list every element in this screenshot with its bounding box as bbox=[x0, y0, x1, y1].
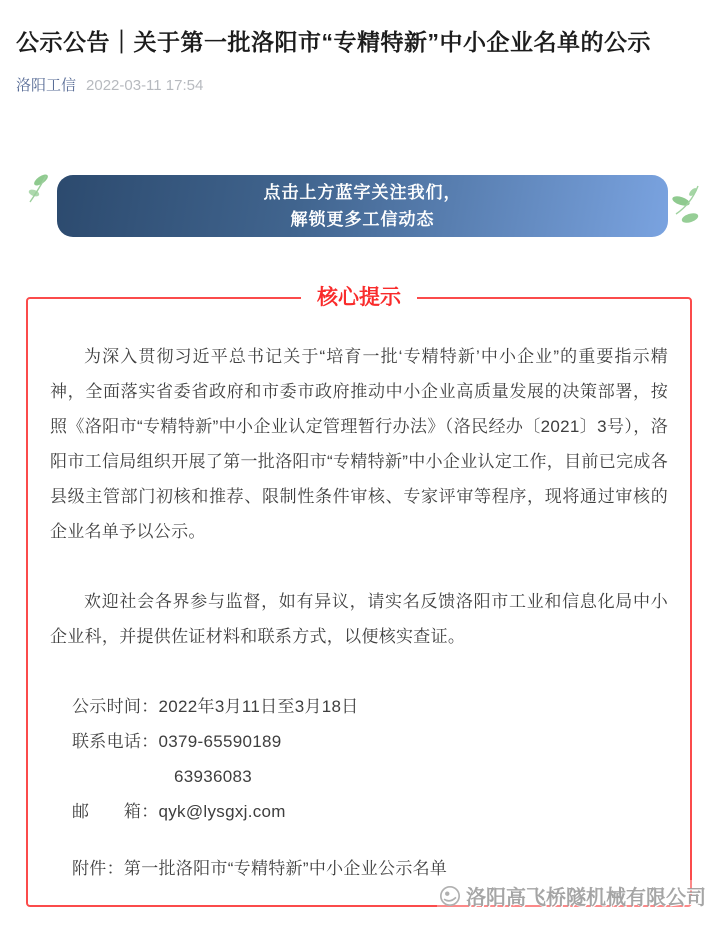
leaf-icon bbox=[668, 184, 706, 239]
company-name: 洛阳高飞桥隧机械有限公司 bbox=[466, 887, 706, 909]
phone-row-2 bbox=[72, 759, 668, 794]
company-logo-icon bbox=[439, 885, 461, 907]
publicity-period-label: 公示时间： bbox=[72, 697, 159, 716]
core-tips-box bbox=[26, 286, 692, 907]
email-label: 邮 箱： bbox=[72, 802, 159, 821]
core-tips-label: 核心提示 bbox=[301, 283, 417, 313]
banner-line1: 点击上方蓝字关注我们， bbox=[263, 183, 462, 202]
phone-number-2: 63936083 bbox=[174, 767, 253, 786]
attachment-line: 附件：第一批洛阳市“专精特新”中小企业公示名单 bbox=[72, 859, 448, 878]
article-title: 公示公告｜关于第一批洛阳市“专精特新”中小企业名单的公示 bbox=[16, 29, 651, 55]
leaf-icon bbox=[26, 172, 54, 209]
publish-time: 2022-03-11 17:54 bbox=[86, 77, 204, 94]
email-value: qyk@lysgxj.com bbox=[158, 802, 286, 821]
contact-info bbox=[50, 689, 668, 829]
phone-row bbox=[72, 724, 668, 759]
company-watermark bbox=[437, 880, 708, 911]
follow-banner-image[interactable] bbox=[57, 175, 668, 237]
banner-line2: 解锁更多工信动态 bbox=[290, 210, 435, 229]
publicity-period-value: 2022年3月11日至3月18日 bbox=[158, 697, 359, 716]
phone-label: 联系电话： bbox=[72, 732, 159, 751]
body-paragraph: 欢迎社会各界参与监督，如有异议，请实名反馈洛阳市工业和信息化局中小企业科，并提供佐证材料和联系方式，以便核实查证。 bbox=[50, 592, 668, 646]
body-paragraph: 为深入贯彻习近平总书记关于“培育一批‘专精特新’中小企业”的重要指示精神，全面落实省委省政府和市委市政府推动中小企业高质量发展的决策部署，按照《洛阳市“专精特新”中小企业认定管理暂行办法》（洛民经办〔2021〕3号），洛阳市工信局组织开展了第一批洛阳市“专精特新”中小企业认定工作，目前已完成各县级主管部门初核和推荐、限制性条件审核、专家评审等程序，现将通过审核的企业名单予以公示。 bbox=[50, 347, 668, 541]
account-name-link[interactable]: 洛阳工信 bbox=[16, 77, 77, 94]
article-meta bbox=[16, 76, 697, 96]
email-row bbox=[72, 794, 668, 829]
phone-number-1: 0379-65590189 bbox=[158, 732, 282, 751]
publicity-period-row bbox=[72, 689, 668, 724]
